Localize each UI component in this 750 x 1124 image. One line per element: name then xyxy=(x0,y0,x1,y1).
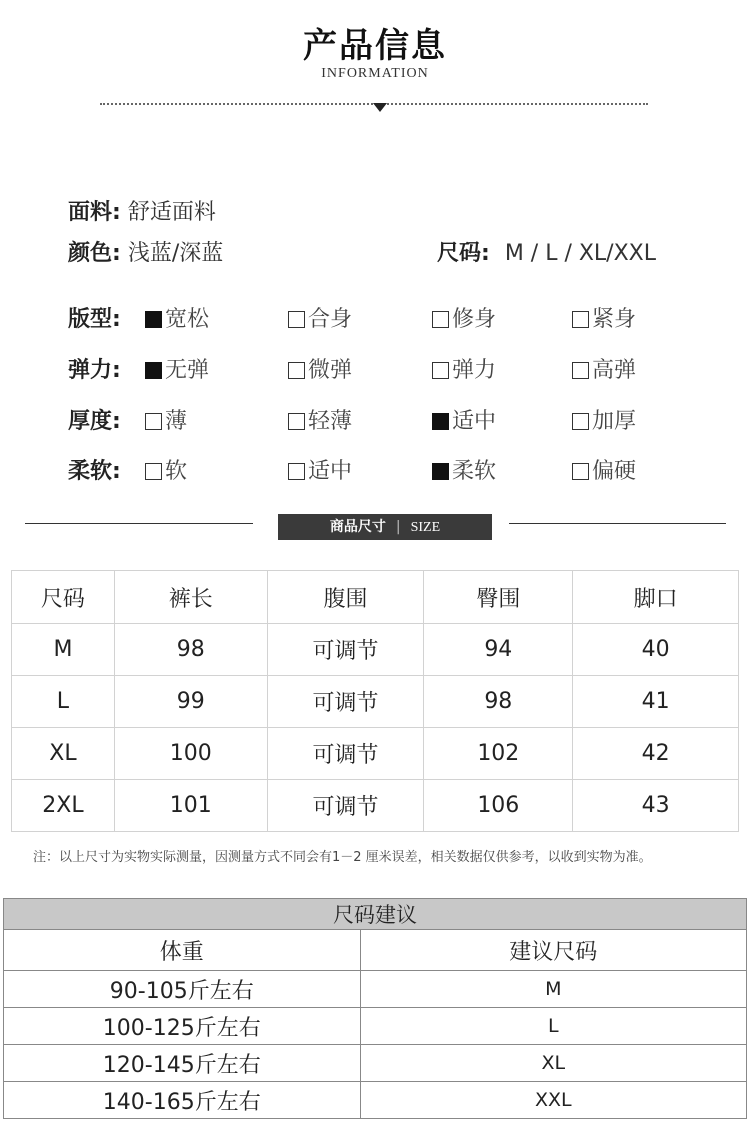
attr-label-fit: 版型: xyxy=(68,307,121,332)
table-cell: 100-125斤左右 xyxy=(4,1008,361,1045)
table-row xyxy=(12,676,739,728)
attr-option: 紧身 xyxy=(572,302,636,333)
attr-option: 合身 xyxy=(288,302,352,333)
checkbox-empty-icon xyxy=(288,311,305,328)
table-cell: XL xyxy=(12,728,115,780)
table-cell: 106 xyxy=(424,780,573,832)
table-cell: 90-105斤左右 xyxy=(4,971,361,1008)
table-row xyxy=(4,1082,747,1119)
table-cell: 102 xyxy=(424,728,573,780)
table-cell: XXL xyxy=(360,1082,746,1119)
banner-divider: | xyxy=(395,519,401,535)
checkbox-empty-icon xyxy=(432,311,449,328)
attr-option: 偏硬 xyxy=(572,454,636,485)
size-section-title-en: SIZE xyxy=(410,520,441,535)
attr-option: 适中 xyxy=(288,454,352,485)
table-cell: 42 xyxy=(573,728,739,780)
attr-option: 薄 xyxy=(145,404,187,435)
attr-option: 微弹 xyxy=(288,353,352,384)
attr-option: 弹力 xyxy=(432,353,496,384)
table-header-row xyxy=(12,571,739,624)
table-cell: 43 xyxy=(573,780,739,832)
attr-option: 软 xyxy=(145,454,187,485)
table-cell: 94 xyxy=(424,624,573,676)
size-value: M / L / XL/XXL xyxy=(504,241,656,266)
attr-option: 加厚 xyxy=(572,404,636,435)
table-cell: 40 xyxy=(573,624,739,676)
table-cell: 可调节 xyxy=(267,624,424,676)
section-divider-left xyxy=(25,523,253,524)
attr-option: 轻薄 xyxy=(288,404,352,435)
attr-option: 无弹 xyxy=(145,353,209,384)
column-header: 建议尺码 xyxy=(360,930,746,971)
fabric-label: 面料: xyxy=(68,200,121,225)
size-label: 尺码: xyxy=(437,241,490,266)
column-header: 腹围 xyxy=(267,571,424,624)
measurement-note: 注：以上尺寸为实物实际测量，因测量方式不同会有1－2 厘米误差，相关数据仅供参考，以收到实物为准。 xyxy=(33,850,652,865)
checkbox-checked-icon xyxy=(432,463,449,480)
table-cell: 可调节 xyxy=(267,780,424,832)
table-cell: 98 xyxy=(424,676,573,728)
checkbox-checked-icon xyxy=(432,413,449,430)
fabric-value: 舒适面料 xyxy=(127,200,216,225)
table-cell: L xyxy=(360,1008,746,1045)
table-cell: 100 xyxy=(114,728,267,780)
table-cell: 99 xyxy=(114,676,267,728)
size-section-title: 商品尺寸 xyxy=(329,519,386,535)
table-cell: 可调节 xyxy=(267,676,424,728)
attr-option: 高弹 xyxy=(572,353,636,384)
table-cell: 98 xyxy=(114,624,267,676)
table-row xyxy=(12,728,739,780)
checkbox-empty-icon xyxy=(572,413,589,430)
size-table xyxy=(11,570,739,832)
table-row xyxy=(4,971,747,1008)
checkbox-empty-icon xyxy=(572,463,589,480)
section-divider-right xyxy=(509,523,726,524)
column-header: 脚口 xyxy=(573,571,739,624)
column-header: 裤长 xyxy=(114,571,267,624)
down-arrow-icon xyxy=(373,103,387,112)
column-header: 尺码 xyxy=(12,571,115,624)
checkbox-empty-icon xyxy=(432,362,449,379)
checkbox-empty-icon xyxy=(288,413,305,430)
color-info xyxy=(68,236,223,267)
table-header-row xyxy=(4,930,747,971)
page-title: 产品信息 xyxy=(303,26,447,66)
attr-option: 适中 xyxy=(432,404,496,435)
table-cell: XL xyxy=(360,1045,746,1082)
size-recommendation-table xyxy=(3,898,747,1119)
attr-option: 柔软 xyxy=(432,454,496,485)
attr-label-softness: 柔软: xyxy=(68,459,121,484)
table-cell: 41 xyxy=(573,676,739,728)
table-row xyxy=(12,780,739,832)
table-row xyxy=(4,1045,747,1082)
table-cell: 2XL xyxy=(12,780,115,832)
page-subtitle: INFORMATION xyxy=(321,66,429,81)
attr-option: 修身 xyxy=(432,302,496,333)
table-cell: 可调节 xyxy=(267,728,424,780)
table-cell: L xyxy=(12,676,115,728)
checkbox-checked-icon xyxy=(145,362,162,379)
column-header: 臀围 xyxy=(424,571,573,624)
table-cell: M xyxy=(12,624,115,676)
size-info xyxy=(437,236,656,267)
checkbox-checked-icon xyxy=(145,311,162,328)
checkbox-empty-icon xyxy=(288,463,305,480)
table-row xyxy=(4,1008,747,1045)
color-label: 颜色: xyxy=(68,241,121,266)
table-cell: 120-145斤左右 xyxy=(4,1045,361,1082)
checkbox-empty-icon xyxy=(145,463,162,480)
table-cell: 101 xyxy=(114,780,267,832)
checkbox-empty-icon xyxy=(145,413,162,430)
checkbox-empty-icon xyxy=(572,311,589,328)
table-cell: M xyxy=(360,971,746,1008)
column-header: 体重 xyxy=(4,930,361,971)
color-value: 浅蓝/深蓝 xyxy=(127,241,224,266)
checkbox-empty-icon xyxy=(572,362,589,379)
table-row xyxy=(12,624,739,676)
checkbox-empty-icon xyxy=(288,362,305,379)
attr-label-thickness: 厚度: xyxy=(68,409,121,434)
table-cell: 140-165斤左右 xyxy=(4,1082,361,1119)
attr-option: 宽松 xyxy=(145,302,209,333)
recommendation-title: 尺码建议 xyxy=(4,899,747,930)
fabric-info xyxy=(68,195,216,226)
attr-label-stretch: 弹力: xyxy=(68,358,121,383)
size-section-banner xyxy=(278,514,492,540)
